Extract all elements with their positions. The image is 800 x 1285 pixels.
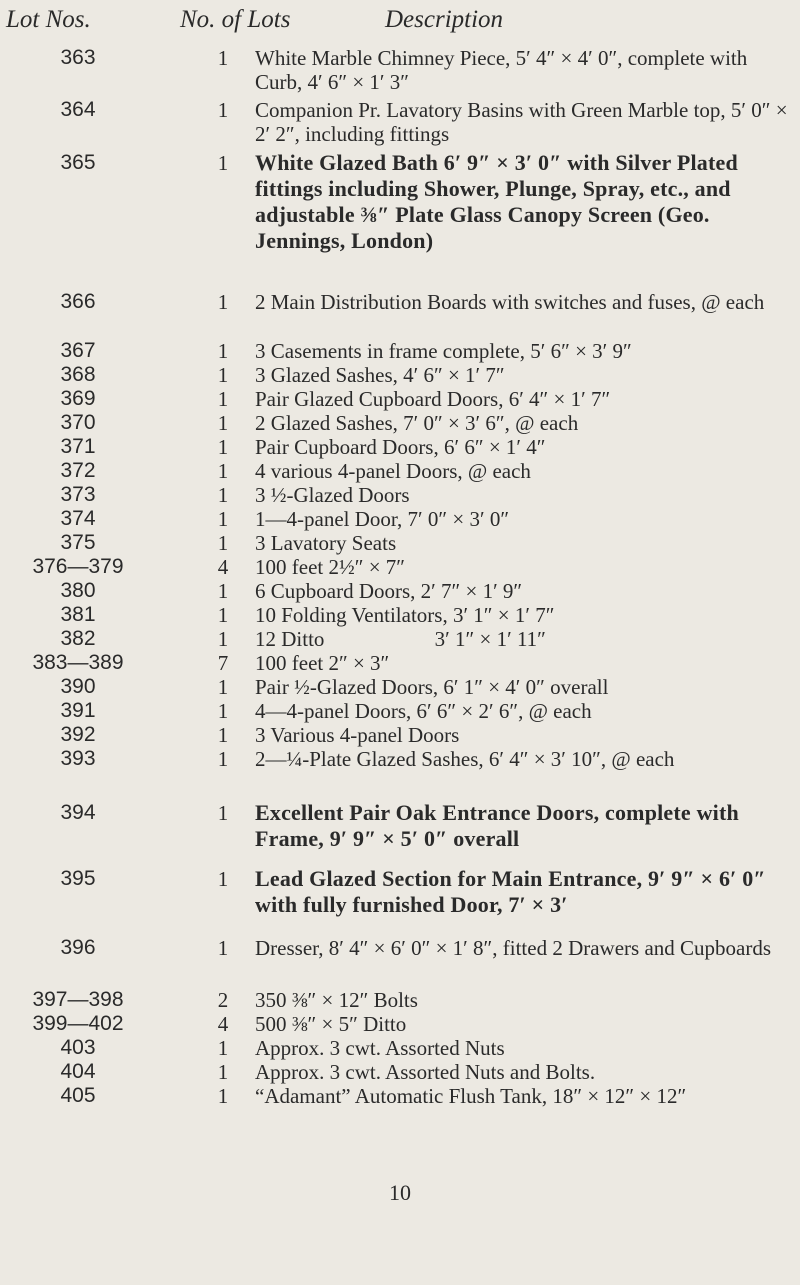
lot-count: 1 — [217, 411, 229, 435]
lot-count: 4 — [217, 555, 229, 579]
lot-number: 397—398 — [32, 988, 124, 1011]
lot-number: 391 — [60, 699, 96, 722]
lot-description: 100 feet 2″ × 3″ — [255, 651, 390, 675]
lot-count: 1 — [217, 627, 229, 651]
lot-number: 392 — [60, 723, 96, 746]
lot-description: 2—¼-Plate Glazed Sashes, 6′ 4″ × 3′ 10″, @ each — [255, 747, 675, 771]
lot-number: 376—379 — [32, 555, 124, 578]
lot-number: 370 — [60, 411, 96, 434]
lot-description: 2 Main Distribution Boards with switches and fuses, @ each — [255, 290, 765, 314]
lot-number: 368 — [60, 363, 96, 386]
lot-number: 396 — [60, 936, 96, 959]
lot-description: Excellent Pair Oak Entrance Doors, complete with Frame, 9′ 9″ × 5′ 0″ overall — [255, 800, 745, 851]
lot-description: 10 Folding Ventilators, 3′ 1″ × 1′ 7″ — [255, 603, 555, 627]
lot-number: 393 — [60, 747, 96, 770]
lot-description: 100 feet 2½″ × 7″ — [255, 555, 406, 579]
lot-number: 372 — [60, 459, 96, 482]
lot-number: 399—402 — [32, 1012, 124, 1035]
lot-number: 369 — [60, 387, 96, 410]
lot-count: 1 — [217, 98, 229, 122]
lot-number: 371 — [60, 435, 96, 458]
lot-count: 4 — [217, 1012, 229, 1036]
lot-description: White Glazed Bath 6′ 9″ × 3′ 0″ with Silver Plated fittings including Shower, Plunge, Spray, etc., and adjustable ⅜″ Plate Glass Canopy Screen (Geo. Jennings, London) — [255, 150, 744, 253]
lot-number: 383—389 — [32, 651, 124, 674]
lot-count: 1 — [217, 801, 229, 825]
lot-count: 1 — [217, 435, 229, 459]
description-heading: Description — [385, 6, 504, 33]
lot-count: 1 — [217, 723, 229, 747]
lot-count: 1 — [217, 867, 229, 891]
lot-description: White Marble Chimney Piece, 5′ 4″ × 4′ 0″, complete with Curb, 4′ 6″ × 1′ 3″ — [255, 46, 753, 94]
lot-number: 380 — [60, 579, 96, 602]
lot-count: 1 — [217, 699, 229, 723]
lot-number: 374 — [60, 507, 96, 530]
lot-description: Pair ½-Glazed Doors, 6′ 1″ × 4′ 0″ overall — [255, 675, 609, 699]
lot-count: 1 — [217, 290, 229, 314]
lot-count: 1 — [217, 1060, 229, 1084]
lot-number: 405 — [60, 1084, 96, 1107]
lot-description: 3 Various 4-panel Doors — [255, 723, 460, 747]
lot-number: 367 — [60, 339, 96, 362]
lot-description: Approx. 3 cwt. Assorted Nuts and Bolts. — [255, 1060, 596, 1084]
lot-number: 395 — [60, 867, 96, 890]
lot-description: 3 ½-Glazed Doors — [255, 483, 410, 507]
lot-description: 350 ⅜″ × 12″ Bolts — [255, 988, 418, 1012]
lot-description: 4 various 4-panel Doors, @ each — [255, 459, 531, 483]
lot-count: 1 — [217, 936, 229, 960]
lot-description: Dresser, 8′ 4″ × 6′ 0″ × 1′ 8″, fitted 2 Drawers and Cupboards — [255, 936, 772, 960]
lot-count: 1 — [217, 363, 229, 387]
lot-number: 403 — [60, 1036, 96, 1059]
lot-description: “Adamant” Automatic Flush Tank, 18″ × 12″ × 12″ — [255, 1084, 687, 1108]
lot-count: 1 — [217, 339, 229, 363]
lot-description: 500 ⅜″ × 5″ Ditto — [255, 1012, 407, 1036]
lot-number: 373 — [60, 483, 96, 506]
lot-number: 363 — [60, 46, 96, 69]
lot-description: Pair Cupboard Doors, 6′ 6″ × 1′ 4″ — [255, 435, 546, 459]
lot-number: 390 — [60, 675, 96, 698]
lot-count: 1 — [217, 459, 229, 483]
lot-nos-heading: Lot Nos. — [6, 6, 91, 33]
lot-description: Companion Pr. Lavatory Basins with Green Marble top, 5′ 0″ × 2′ 2″, including fittings — [255, 98, 793, 146]
lot-count: 1 — [217, 46, 229, 70]
lot-number: 366 — [60, 290, 96, 313]
lot-description: Approx. 3 cwt. Assorted Nuts — [255, 1036, 505, 1060]
lot-count: 1 — [217, 1036, 229, 1060]
lot-count: 1 — [217, 507, 229, 531]
lot-number: 365 — [60, 151, 96, 174]
lot-number: 381 — [60, 603, 96, 626]
lot-description: Pair Glazed Cupboard Doors, 6′ 4″ × 1′ 7″ — [255, 387, 611, 411]
lot-count: 1 — [217, 579, 229, 603]
lot-description: 3 Lavatory Seats — [255, 531, 397, 555]
lot-count: 1 — [217, 387, 229, 411]
lot-count: 1 — [217, 531, 229, 555]
no-of-lots-heading: No. of Lots — [180, 6, 291, 33]
lot-number: 375 — [60, 531, 96, 554]
page-number: 10 — [389, 1180, 411, 1205]
lot-count: 1 — [217, 747, 229, 771]
lot-description: Lead Glazed Section for Main Entrance, 9′ 9″ × 6′ 0″ with fully furnished Door, 7′ × 3′ — [255, 866, 772, 917]
lot-count: 1 — [217, 675, 229, 699]
lot-description: 12 Ditto 3′ 1″ × 1′ 11″ — [255, 627, 546, 651]
lot-count: 1 — [217, 1084, 229, 1108]
lot-count: 7 — [217, 651, 229, 675]
lot-number: 404 — [60, 1060, 96, 1083]
lot-count: 1 — [217, 603, 229, 627]
column-header — [0, 6, 800, 38]
lot-description: 1—4-panel Door, 7′ 0″ × 3′ 0″ — [255, 507, 510, 531]
lot-count: 1 — [217, 483, 229, 507]
lot-description: 3 Glazed Sashes, 4′ 6″ × 1′ 7″ — [255, 363, 505, 387]
lot-description: 4—4-panel Doors, 6′ 6″ × 2′ 6″, @ each — [255, 699, 592, 723]
lot-count: 2 — [217, 988, 229, 1012]
lot-description: 3 Casements in frame complete, 5′ 6″ × 3′ 9″ — [255, 339, 632, 363]
lot-number: 394 — [60, 801, 96, 824]
lot-number: 364 — [60, 98, 96, 121]
lot-description: 2 Glazed Sashes, 7′ 0″ × 3′ 6″, @ each — [255, 411, 579, 435]
lot-count: 1 — [217, 151, 229, 175]
lot-number: 382 — [60, 627, 96, 650]
lot-description: 6 Cupboard Doors, 2′ 7″ × 1′ 9″ — [255, 579, 523, 603]
